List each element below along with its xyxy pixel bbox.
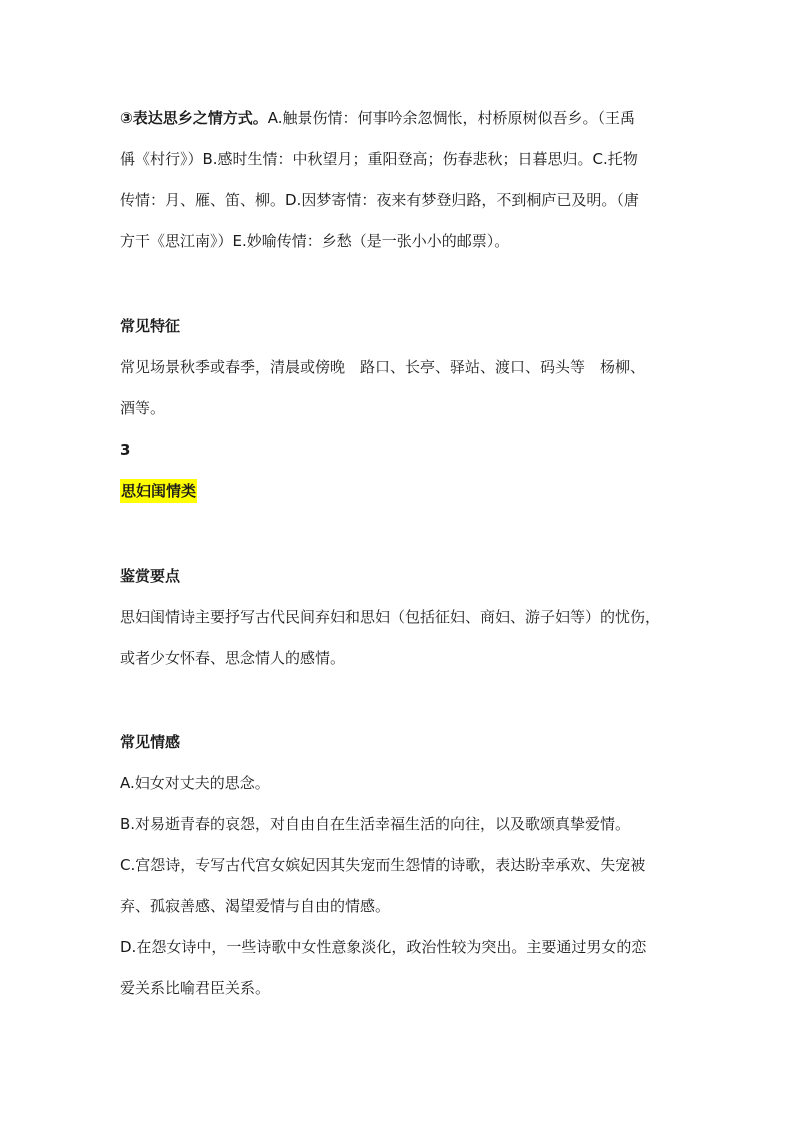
list-item: C.宫怨诗，专写古代宫女嫔妃因其失宠而生怨情的诗歌，表达盼幸承欢、失宠被	[120, 856, 646, 874]
homesickness-methods-paragraph	[120, 98, 680, 262]
paragraph-line: 常见场景秋季或春季，清晨或傍晚 路口、长亭、驿站、渡口、码头等 杨柳、	[120, 358, 646, 376]
emotions-heading: 常见情感	[120, 733, 181, 751]
common-features-heading: 常见特征	[120, 317, 181, 335]
list-item: B.对易逝青春的哀怨，对自由自在生活幸福生活的向往，以及歌颂真挚爱情。	[120, 815, 631, 833]
common-features-paragraph	[120, 347, 680, 429]
section-number: 3	[120, 441, 131, 459]
section-title-highlight: 思妇闺情类	[120, 479, 197, 503]
list-item: D.在怨女诗中，一些诗歌中女性意象淡化，政治性较为突出。主要通过男女的恋	[120, 938, 647, 956]
paragraph-lead: ③表达思乡之情方式。	[120, 109, 268, 127]
paragraph-line: 思妇闺情诗主要抒写古代民间弃妇和思妇（包括征妇、商妇、游子妇等）的忧伤，	[120, 608, 661, 626]
paragraph-line: 或者少女怀春、思念情人的感情。	[120, 649, 346, 667]
list-item-continuation: 爱关系比喻君臣关系。	[120, 979, 271, 997]
paragraph-line: 偁《村行》）B.感时生情：中秋望月；重阳登高；伤春悲秋；日暮思归。C.托物	[120, 150, 638, 168]
paragraph-line: 传情：月、雁、笛、柳。D.因梦寄情：夜来有梦登归路，不到桐庐已及明。（唐	[120, 191, 639, 209]
paragraph-line: 酒等。	[120, 399, 166, 417]
paragraph-line: 方干《思江南》）E.妙喻传情：乡愁（是一张小小的邮票）。	[120, 232, 510, 250]
list-item: A.妇女对丈夫的思念。	[120, 774, 270, 792]
appreciation-heading: 鉴赏要点	[120, 567, 181, 585]
paragraph-line	[120, 98, 680, 139]
appreciation-paragraph	[120, 597, 680, 679]
list-item-continuation: 弃、孤寂善感、渴望爱情与自由的情感。	[120, 897, 391, 915]
emotions-list	[120, 763, 680, 1009]
paragraph-text: A.触景伤情：何事吟余忽惆怅，村桥原树似吾乡。（王禹	[267, 109, 635, 127]
section-title-wrapper	[120, 471, 680, 512]
